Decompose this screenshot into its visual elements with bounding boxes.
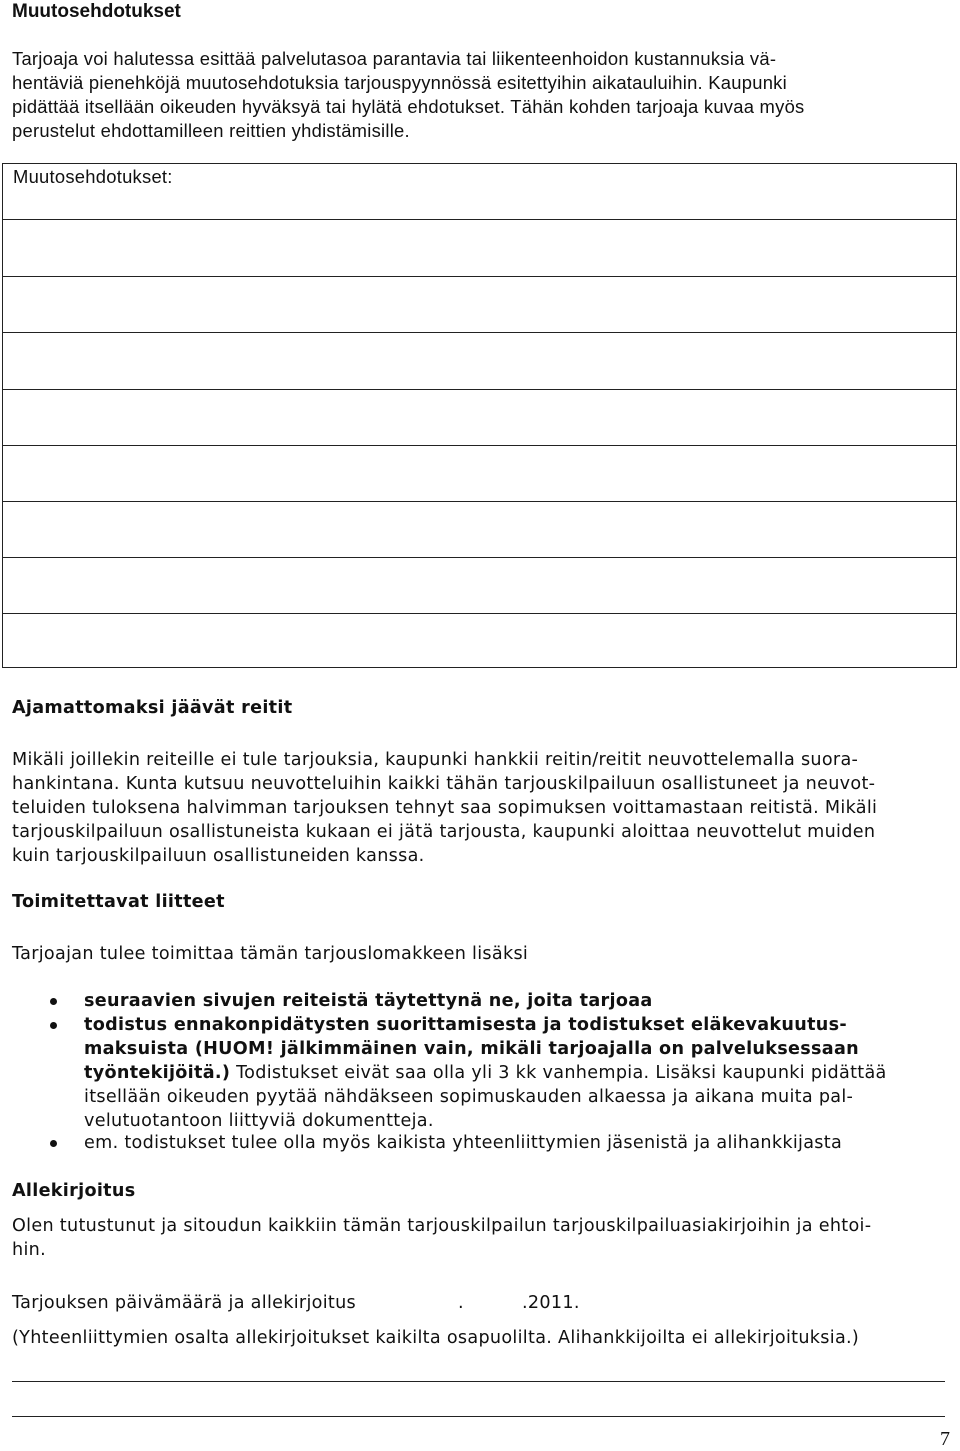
section-heading-toimitettavat-liitteet: Toimitettavat liitteet (12, 892, 225, 912)
date-signature-label: Tarjouksen päivämäärä ja allekirjoitus (12, 1293, 357, 1313)
bullet-item-2-line: itsellään oikeuden pyytää nähdäkseen sopimuskauden alkaessa ja aikana muita pal- (84, 1087, 854, 1107)
paragraph-line: pidättää itsellään oikeuden hyväksyä tai hylätä ehdotukset. Tähän kohden tarjoaja kuvaa myös (12, 96, 805, 117)
date-field-day-month[interactable]: . (458, 1293, 464, 1313)
paragraph-line: kuin tarjouskilpailuun osallistuneiden kanssa. (12, 846, 425, 866)
bullet-item-2-line: maksuista (HUOM! jälkimmäinen vain, mikäli tarjoajalla on palveluksessaan (84, 1039, 859, 1059)
signature-note: (Yhteenliittymien osalta allekirjoitukset kaikilta osapuolilta. Alihankkijoilta ei allekirjoituksia.) (12, 1328, 860, 1348)
bullet-item-1: seuraavien sivujen reiteistä täytettynä ne, joita tarjoaa (84, 991, 653, 1011)
paragraph-line: Mikäli joillekin reiteille ei tule tarjouksia, kaupunki hankkii reitin/reitit neuvottelemalla suora- (12, 750, 859, 770)
form-row-divider (3, 332, 956, 333)
paragraph-line: hin. (12, 1240, 46, 1260)
paragraph-line: tarjouskilpailuun osallistuneista kukaan ei jätä tarjousta, kaupunki aloittaa neuvottelut muiden (12, 822, 876, 842)
bullet-icon (50, 1140, 57, 1147)
intro-text: Tarjoajan tulee toimittaa tämän tarjouslomakkeen lisäksi (12, 944, 529, 964)
bullet-item-3: em. todistukset tulee olla myös kaikista yhteenliittymien jäsenistä ja alihankkijasta (84, 1133, 843, 1153)
paragraph-line: Olen tutustunut ja sitoudun kaikkiin tämän tarjouskilpailun tarjouskilpailuasiakirjoihin ja ehtoi- (12, 1216, 872, 1236)
section-heading-allekirjoitus: Allekirjoitus (12, 1181, 136, 1201)
form-box-label: Muutosehdotukset: (13, 166, 173, 187)
bullet-item-2-line: velutuotantoon liittyviä dokumentteja. (84, 1111, 434, 1131)
form-row-divider (3, 219, 956, 220)
bullet-item-2-line: todistus ennakonpidätysten suorittamisesta ja todistukset eläkevakuutus- (84, 1015, 847, 1035)
signature-line[interactable] (12, 1416, 945, 1417)
emphasis-text: työntekijöitä.) (84, 1063, 231, 1083)
form-row-divider (3, 445, 956, 446)
paragraph-line: perustelut ehdottamilleen reittien yhdistämisille. (12, 120, 410, 141)
paragraph-line: hankintana. Kunta kutsuu neuvotteluihin kaikki tähän tarjouskilpailuun osallistuneet ja neuvot- (12, 774, 876, 794)
bullet-icon (50, 998, 57, 1005)
date-field-year[interactable]: .2011. (522, 1293, 580, 1313)
bullet-item-2-line (84, 1063, 887, 1083)
paragraph-line: teluiden tuloksena halvimman tarjouksen tehnyt saa sopimuksen voittamastaan reitistä. Mikäli (12, 798, 878, 818)
form-row-divider (3, 613, 956, 614)
paragraph-line: hentäviä pienehköjä muutosehdotuksia tarjouspyynnössä esitettyihin aikatauluihin. Kaupunki (12, 72, 787, 93)
section-heading-muutosehdotukset: Muutosehdotukset (12, 1, 181, 22)
form-row-divider (3, 501, 956, 502)
page-number: 7 (940, 1428, 950, 1450)
form-row-divider (3, 389, 956, 390)
form-row-divider (3, 557, 956, 558)
signature-line[interactable] (12, 1381, 945, 1382)
bullet-item-2-text: Todistukset eivät saa olla yli 3 kk vanhempia. Lisäksi kaupunki pidättää (230, 1063, 887, 1083)
muutosehdotukset-form-box[interactable] (2, 163, 957, 668)
paragraph-line: Tarjoaja voi halutessa esittää palvelutasoa parantavia tai liikenteenhoidon kustannuksia vä- (12, 48, 777, 69)
form-row-divider (3, 276, 956, 277)
section-heading-ajamattomaksi: Ajamattomaksi jäävät reitit (12, 698, 293, 718)
bullet-icon (50, 1022, 57, 1029)
